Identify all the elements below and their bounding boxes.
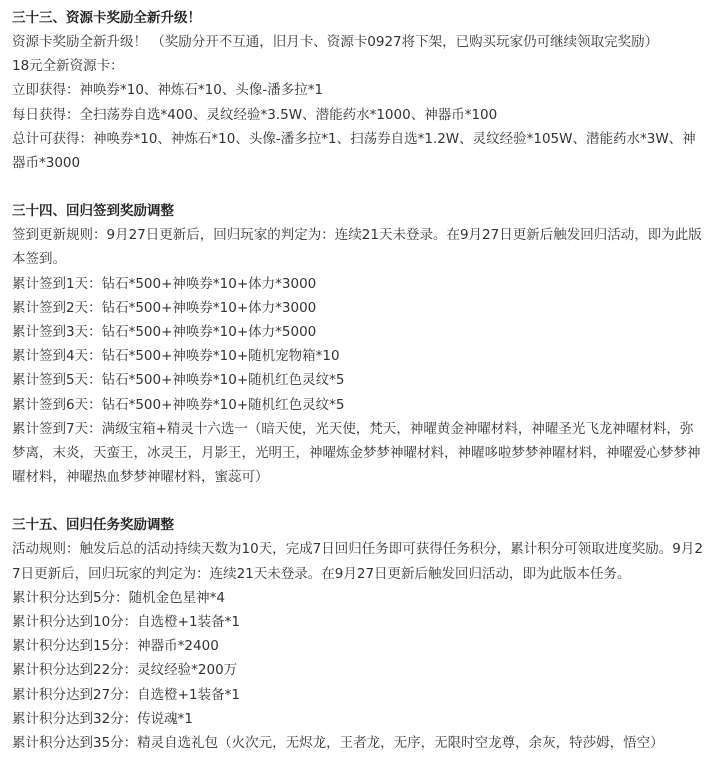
paragraph-line: 资源卡奖励全新升级！ （奖励分开不互通，旧月卡、资源卡0927将下架，已购买玩家仍可继续领取完奖励） [12, 34, 659, 50]
paragraph-line: 总计可获得：神唤券*10、神炼石*10、头像-潘多拉*1、扫荡券自选*1.2W、灵纹经验*105W、潜能药水*3W、神器币*3000 [12, 130, 696, 172]
paragraph-line: 累计签到1天：钻石*500+神唤券*10+体力*3000 [12, 275, 317, 292]
paragraph-line: 累计签到2天：钻石*500+神唤券*10+体力*3000 [12, 299, 317, 316]
paragraph-line: 累计积分达到22分：灵纹经验*200万 [12, 662, 238, 679]
paragraph-line: 累计签到4天：钻石*500+神唤券*10+随机宠物箱*10 [12, 348, 340, 365]
paragraph-line: 累计积分达到10分：自选橙+1装备*1 [12, 614, 240, 631]
paragraph-line: 累计签到7天：满级宝箱+精灵十六选一（暗天使，光天使，梵天，神曜黄金神曜材料，神曜圣光飞龙神曜材料，弥梦离，末炎，天蛮王，冰灵王，月影王，光明王，神曜炼金梦梦神曜材料，神曜哆啦梦梦神曜材料，神曜爱心梦梦神曜材料，神曜热血梦梦神曜材料，蜜蕊可） [12, 420, 701, 486]
paragraph-line: 累计签到6天：钻石*500+神唤券*10+随机红色灵纹*5 [12, 396, 345, 413]
section-heading: 三十四、回归签到奖励调整 [12, 203, 174, 220]
paragraph-line: 累计积分达到5分：随机金色星神*4 [12, 589, 225, 606]
paragraph-line: 18元全新资源卡： [12, 58, 124, 75]
paragraph-line: 每日获得：全扫荡券自选*400、灵纹经验*3.5W、潜能药水*1000、神器币*100 [12, 106, 498, 123]
paragraph-line: 累计积分达到32分：传说魂*1 [12, 710, 194, 727]
paragraph-line: 活动规则：触发后总的活动持续天数为10天，完成7日回归任务即可获得任务积分，累计积分可领取进度奖励。9月27日更新后，回归玩家的判定为：连续21天未登录。在9月27日更新后触发回归活动，即为此版本任务。 [12, 541, 703, 582]
section-34-return-signin [12, 199, 706, 489]
paragraph-line: 立即获得：神唤券*10、神炼石*10、头像-潘多拉*1 [12, 82, 324, 99]
paragraph-line: 签到更新规则：9月27日更新后，回归玩家的判定为：连续21天未登录。在9月27日更新后触发回归活动，即为此版本签到。 [12, 227, 702, 268]
section-heading: 三十五、回归任务奖励调整 [12, 517, 174, 534]
paragraph-line: 累计积分达到35分：精灵自选礼包（火次元，无烬龙，王者龙，无序，无限时空龙尊，余灰，特莎姆，悟空） [12, 735, 664, 752]
section-35-return-tasks [12, 513, 706, 755]
section-33-resource-card [12, 6, 706, 175]
paragraph-line: 累计签到5天：钻石*500+神唤券*10+随机红色灵纹*5 [12, 372, 345, 389]
paragraph-line: 累计积分达到27分：自选橙+1装备*1 [12, 686, 240, 703]
paragraph-line: 累计签到3天：钻石*500+神唤券*10+体力*5000 [12, 324, 317, 341]
paragraph-line: 累计积分达到15分：神器币*2400 [12, 638, 219, 655]
section-heading: 三十三、资源卡奖励全新升级！ [12, 10, 201, 26]
